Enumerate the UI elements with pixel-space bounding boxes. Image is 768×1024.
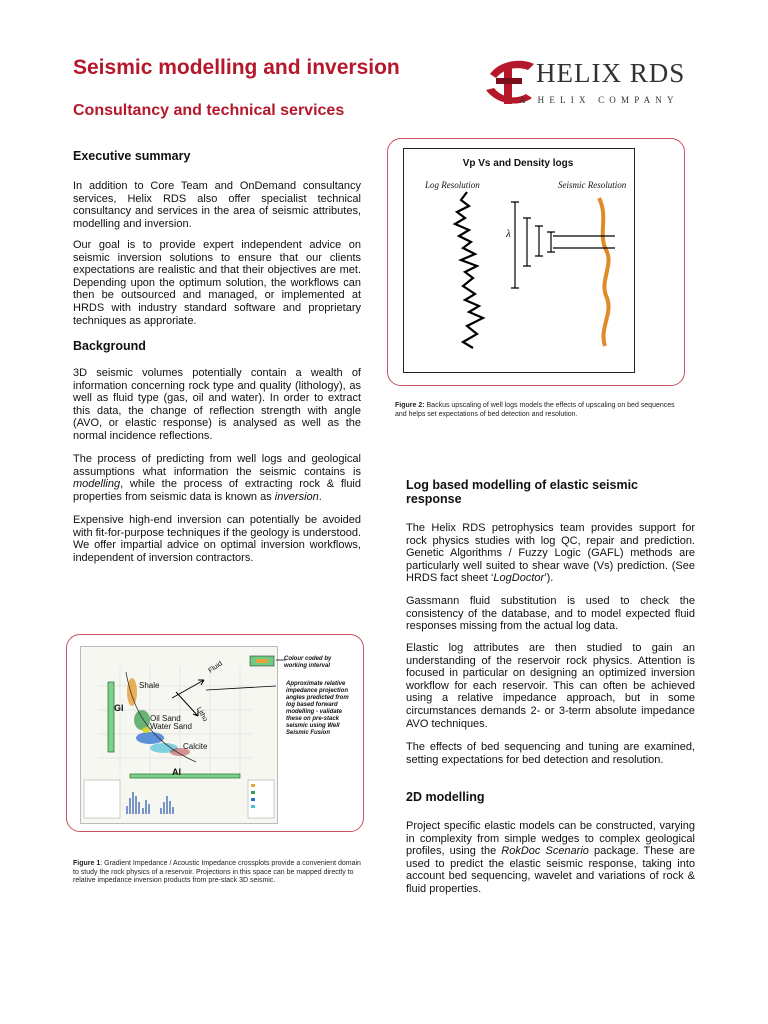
2d-modelling-heading: 2D modelling	[406, 790, 485, 804]
log-modelling-heading: Log based modelling of elastic seismic response	[406, 478, 639, 506]
background-p1: 3D seismic volumes potentially contain a wealth of information concerning rock type and quality (lithology), as well as fluid type (gas, oil and water). In order to extract this data, the change of reflection strength with angle (AVO, or elastic response) is analysed as well as the normal incidence reflections.	[73, 367, 361, 442]
log-modelling-p2: Gassmann fluid substitution is used to check the consistency of the database, and to model expected fluid responses missing from the actual log data.	[406, 595, 695, 633]
log-modelling-p1: The Helix RDS petrophysics team provides support for rock physics studies with log QC, repair and prediction. Genetic Algorithms / Fuzzy Logic (GAFL) methods are particularly well suited to shear wave (Vs) prediction. (See HRDS fact sheet ‘LogDoctor’).	[406, 522, 695, 585]
exec-summary-p1: In addition to Core Team and OnDemand consultancy services, Helix RDS also offer specialist technical consultancy and services in the area of seismic attributes, modelling and inversion.	[73, 180, 361, 230]
figure2-caption: Figure 2: Backus upscaling of well logs models the effects of upscaling on bed sequences and helps set expectations of bed detection and resolution.	[395, 402, 675, 418]
page-title: Seismic modelling and inversion	[73, 56, 400, 79]
exec-summary-p2: Our goal is to provide expert independent advice on seismic inversion solutions to ensure that our clients expectations are realistic and that their objectives are met. Depending upon the optimum solution, the workflows can then be outsourced and managed, or implemented at HRDS with industry standard software and proprietary techniques as approriate.	[73, 239, 361, 327]
figure2-lambda: λ	[506, 228, 511, 240]
exec-summary-heading: Executive summary	[73, 149, 191, 163]
figure1-label-gi: GI	[114, 703, 124, 713]
figure1-note-colour: Colour coded by working interval	[284, 656, 332, 669]
logo-wordmark: HELIX RDS	[536, 58, 686, 88]
2d-modelling-p1: Project specific elastic models can be constructed, varying in complexity from simple wedges to complex geological profiles, using the RokDoc Scenario package. These are used to predict the elastic seismic response, taking into account bed sequencing, wavelet and variations of rock & fluid properties.	[406, 820, 696, 895]
background-p3: Expensive high-end inversion can potentially be avoided with fit-for-purpose techniques if the geology is understood. We offer impartial advice on optimal inversion workflows, independent of inversion contractors.	[73, 514, 361, 564]
figure2-log-curve	[455, 192, 483, 348]
figure1-gi-axis-bar	[108, 682, 114, 752]
figure1-label-fluid: Fluid	[207, 660, 224, 675]
figure1-stats-table	[84, 780, 120, 818]
log-modelling-p3: Elastic log attributes are then studied to gain an understanding of the reservoir rock physics. Attention is focused in particular on designing an optimized inversion workflow for each reservoir. This can often be achieved using a relative impedance approach, but in some circumstances demands 2- or 3-term absolute impedance AVO techniques.	[406, 642, 695, 730]
figure1-callout-lines	[200, 650, 290, 720]
background-p2: The process of predicting from well logs and geological assumptions what information the seismic contains is modelling, while the process of extracting rock & fluid properties from seismic data is known as inversion.	[73, 453, 361, 503]
figure2-seismic-curve	[599, 198, 609, 346]
figure1-ai-axis-bar	[130, 774, 240, 778]
figure2-seismic-resolution: Seismic Resolution	[558, 180, 627, 190]
log-modelling-p4: The effects of bed sequencing and tuning are examined, setting expectations for bed detection and resolution.	[406, 741, 695, 766]
background-heading: Background	[73, 339, 146, 353]
figure1-label-ai: AI	[172, 767, 181, 777]
figure2-logs-graphic	[403, 148, 633, 371]
figure1-histograms	[126, 792, 174, 814]
page-subtitle: Consultancy and technical services	[73, 102, 345, 119]
figure1-caption: Figure 1: Gradient Impedance / Acoustic Impedance crossplots provide a convenient domain to study the rock physics of a reservoir. Projections in this space can be mapped directly to relative impedance inversion products from pre-stack 3D seismic.	[73, 860, 361, 884]
logo-tagline: A HELIX COMPANY	[519, 95, 679, 105]
figure1-label-litho: Litho	[194, 706, 209, 723]
figure1-label-oil-sand: Oil Sand	[150, 714, 181, 723]
figure1-label-calcite: Calcite	[183, 742, 208, 751]
figure1-legend-box	[248, 780, 274, 818]
figure1-note-projection: Approximate relative impedance projection angles predicted from log based forward modelling - validate these on pre-stack seismic using Well Seismic Fusion	[286, 681, 349, 736]
figure1-label-water-sand: Water Sand	[150, 722, 192, 731]
figure2-log-resolution: Log Resolution	[425, 180, 480, 190]
figure1-label-shale: Shale	[139, 681, 160, 690]
figure2-title: Vp Vs and Density logs	[462, 158, 574, 169]
figure2-dimension-lines	[511, 202, 615, 288]
